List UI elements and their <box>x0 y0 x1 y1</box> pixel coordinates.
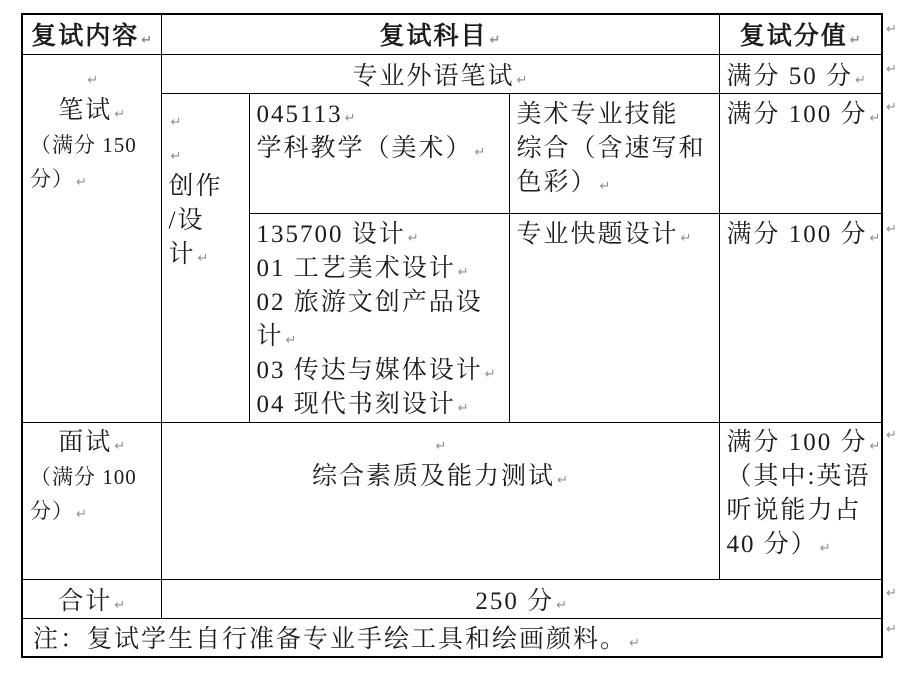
text-line: 计 ↵ <box>168 240 209 268</box>
return-mark-icon: ↵ <box>886 622 897 637</box>
text-line: 135700 设计 ↵ <box>256 220 419 248</box>
header-subjects-cell <box>161 14 719 54</box>
return-mark-icon: ↵ <box>819 540 831 556</box>
empty-paragraph-line <box>23 60 161 94</box>
text-line: （满分 100 <box>30 464 137 489</box>
design-subject-cell <box>509 213 719 422</box>
note-cell <box>22 618 882 657</box>
return-mark-icon: ↵ <box>886 22 897 37</box>
text-line: 40 分） ↵ <box>726 530 831 558</box>
return-mark-icon: ↵ <box>457 264 469 280</box>
return-mark-icon: ↵ <box>114 597 126 613</box>
text-line: 满分 100 分 ↵ <box>726 428 881 456</box>
return-mark-icon: ↵ <box>141 33 153 49</box>
interview-label-cell <box>22 422 161 579</box>
return-mark-icon: ↵ <box>886 222 897 237</box>
interview-row <box>22 422 882 579</box>
return-mark-icon: ↵ <box>87 72 99 88</box>
empty-paragraph-line <box>162 102 249 136</box>
return-mark-icon: ↵ <box>849 33 861 49</box>
text-line: /设 <box>168 206 205 234</box>
text-line: 03 传达与媒体设计 ↵ <box>256 356 496 384</box>
art-skills-score-cell <box>719 93 882 213</box>
return-mark-icon: ↵ <box>285 332 297 348</box>
return-mark-icon: ↵ <box>435 438 447 454</box>
table-header-row <box>22 14 882 54</box>
text-line: 创作 <box>168 172 223 200</box>
return-mark-icon: ↵ <box>170 114 182 130</box>
note-text: 注：复试学生自行准备专业手绘工具和绘画颜料。 <box>33 626 628 654</box>
text-line: 学科教学（美术） ↵ <box>256 134 486 162</box>
text-line: 01 工艺美术设计 ↵ <box>256 254 469 282</box>
return-mark-icon: ↵ <box>407 230 419 246</box>
return-mark-icon: ↵ <box>680 230 692 246</box>
text-line: 满分 100 分 ↵ <box>726 220 881 248</box>
art-skills-subject-cell <box>509 93 719 213</box>
text-line: 满分 100 分 ↵ <box>726 100 881 128</box>
program-045113-cell <box>249 93 509 213</box>
return-mark-icon: ↵ <box>886 428 897 443</box>
return-mark-icon: ↵ <box>197 250 209 266</box>
text-line: 分） ↵ <box>30 498 87 523</box>
return-mark-icon: ↵ <box>76 506 87 522</box>
header-score-label: 复试分值 <box>739 23 848 51</box>
return-mark-icon: ↵ <box>114 106 126 122</box>
interview-subject-cell <box>161 422 719 579</box>
text-line: 计 ↵ <box>256 322 297 350</box>
total-label-cell: 合计 ↵ <box>22 579 161 618</box>
return-mark-icon: ↵ <box>886 62 897 77</box>
return-mark-icon: ↵ <box>629 636 640 652</box>
text-line: （其中:英语 <box>726 462 871 490</box>
return-mark-icon: ↵ <box>344 110 356 126</box>
return-mark-icon: ↵ <box>855 72 866 88</box>
return-mark-icon: ↵ <box>869 438 881 454</box>
return-mark-icon: ↵ <box>484 366 496 382</box>
header-content-label: 复试内容 <box>31 23 140 51</box>
text-line: （满分 150 <box>30 132 137 157</box>
interview-score-cell <box>719 422 882 579</box>
return-mark-icon: ↵ <box>886 100 897 115</box>
written-test-label-cell <box>22 54 161 422</box>
text-line: 04 现代书刻设计 ↵ <box>256 390 469 418</box>
text-line: 045113 ↵ <box>256 100 356 128</box>
return-mark-icon: ↵ <box>114 438 126 454</box>
return-mark-icon: ↵ <box>556 597 568 613</box>
return-mark-icon: ↵ <box>599 178 611 194</box>
reexamination-table <box>21 13 883 658</box>
empty-paragraph-line <box>162 426 719 460</box>
text-line: 色彩） ↵ <box>516 168 611 196</box>
return-mark-icon: ↵ <box>869 230 881 246</box>
foreign-language-row <box>22 54 882 93</box>
empty-paragraph-line <box>162 136 249 170</box>
foreign-language-score-cell: 满分 50 分 ↵ <box>719 54 882 93</box>
return-mark-icon: ↵ <box>489 33 501 49</box>
return-mark-icon: ↵ <box>869 110 881 126</box>
total-row <box>22 579 882 618</box>
header-subjects-label: 复试科目 <box>379 23 488 51</box>
creation-design-cell <box>161 93 249 422</box>
text-line: 面试 ↵ <box>58 428 126 456</box>
header-content-cell <box>22 14 161 54</box>
text-line: 综合素质及能力测试 ↵ <box>312 462 568 490</box>
design-score-cell <box>719 213 882 422</box>
program-135700-cell <box>249 213 509 422</box>
return-mark-icon: ↵ <box>557 472 568 488</box>
header-score-cell <box>719 14 882 54</box>
text-line: 美术专业技能 <box>516 100 679 128</box>
return-mark-icon: ↵ <box>516 72 528 88</box>
text-line: 综合（含速写和 <box>516 134 706 162</box>
return-mark-icon: ↵ <box>170 148 182 164</box>
text-line: 专业快题设计 ↵ <box>516 220 692 248</box>
return-mark-icon: ↵ <box>474 144 486 160</box>
text-line: 听说能力占 <box>726 496 862 524</box>
text-line: 笔试 ↵ <box>58 96 126 124</box>
return-mark-icon: ↵ <box>76 174 87 190</box>
return-mark-icon: ↵ <box>886 586 897 601</box>
foreign-language-subject-cell: 专业外语笔试 ↵ <box>161 54 719 93</box>
text-line: 分） ↵ <box>30 166 87 191</box>
note-row <box>22 618 882 657</box>
total-value-cell: 250 分 ↵ <box>161 579 882 618</box>
text-line: 02 旅游文创产品设 <box>256 288 483 316</box>
return-mark-icon: ↵ <box>457 400 469 416</box>
